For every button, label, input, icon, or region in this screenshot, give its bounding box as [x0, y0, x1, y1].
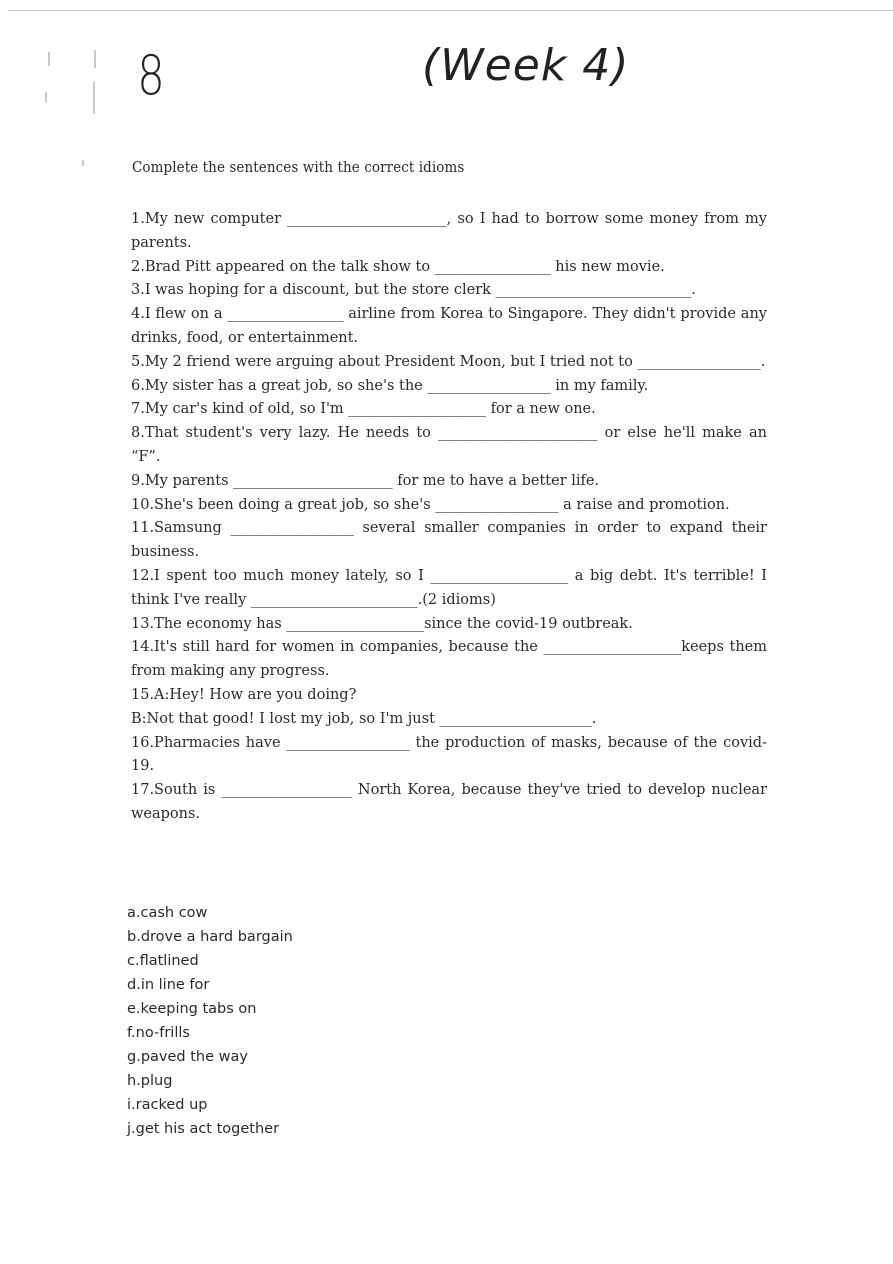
question-item: 9.My parents ______________________ for me to have a better life.: [131, 472, 600, 489]
instructions: Complete the sentences with the correct idioms: [132, 160, 465, 176]
question-item: 7.My car's kind of old, so I'm ___________________ for a new one.: [131, 401, 596, 418]
question-item: 16.Pharmacies have _________________ the production of masks, because of the covid-19.: [131, 734, 767, 775]
question-item: 6.My sister has a great job, so she's the _________________ in my family.: [131, 377, 649, 394]
question-item: 11.Samsung _________________ several smaller companies in order to expand their business.: [131, 520, 767, 561]
idiom-option: h.plug: [127, 1073, 173, 1089]
question-item: 3.I was hoping for a discount, but the store clerk ___________________________.: [131, 282, 696, 299]
idiom-option: j.get his act together: [127, 1121, 280, 1137]
question-item: 5.My 2 friend were arguing about President Moon, but I tried not to _________________.: [131, 353, 766, 370]
question-item: 2.Brad Pitt appeared on the talk show to ________________ his new movie.: [131, 258, 665, 275]
scan-smudge: [93, 82, 95, 114]
scan-smudge: [82, 160, 84, 166]
scan-smudge: [48, 52, 50, 66]
question-item: 1.My new computer ______________________, so I had to borrow some money from my parents.: [131, 211, 767, 251]
question-item: 14.It's still hard for women in companies, because the ___________________keeps them from making any progress.: [131, 639, 767, 680]
question-list: [131, 208, 767, 827]
scan-smudge: [94, 50, 96, 68]
question-item: 17.South is __________________ North Korea, because they've tried to develop nuclear weapons.: [131, 782, 767, 822]
question-item: 8.That student's very lazy. He needs to ______________________ or else he'll make an “F”.: [131, 425, 767, 465]
idiom-option: g.paved the way: [127, 1049, 248, 1065]
question-item: 13.The economy has ___________________since the covid-19 outbreak.: [131, 615, 633, 632]
idiom-option: a.cash cow: [127, 905, 208, 921]
question-item: 12.I spent too much money lately, so I ___________________ a big debt. It's terrible! I think I've really _______________________.(2 idioms): [131, 567, 767, 608]
idiom-option: f.no-frills: [127, 1025, 190, 1041]
idiom-option: d.in line for: [127, 977, 210, 993]
handwritten-number: 8: [137, 44, 164, 107]
question-item: 15.A:Hey! How are you doing?: [131, 686, 357, 703]
idiom-option: e.keeping tabs on: [127, 1001, 257, 1017]
handwritten-week-note: (Week 4): [422, 40, 630, 91]
question-item: B:Not that good! I lost my job, so I'm just _____________________.: [131, 710, 597, 727]
question-item: 4.I flew on a ________________ airline from Korea to Singapore. They didn't provide any drinks, food, or entertainment.: [131, 306, 767, 346]
scan-smudge: [45, 92, 47, 102]
idiom-option: c.flatlined: [127, 953, 199, 969]
idiom-option: b.drove a hard bargain: [127, 929, 293, 945]
idiom-answer-list: [127, 901, 293, 1141]
scan-edge-line: [8, 10, 893, 11]
idiom-option: i.racked up: [127, 1097, 208, 1113]
question-item: 10.She's been doing a great job, so she's _________________ a raise and promotion.: [131, 496, 730, 513]
